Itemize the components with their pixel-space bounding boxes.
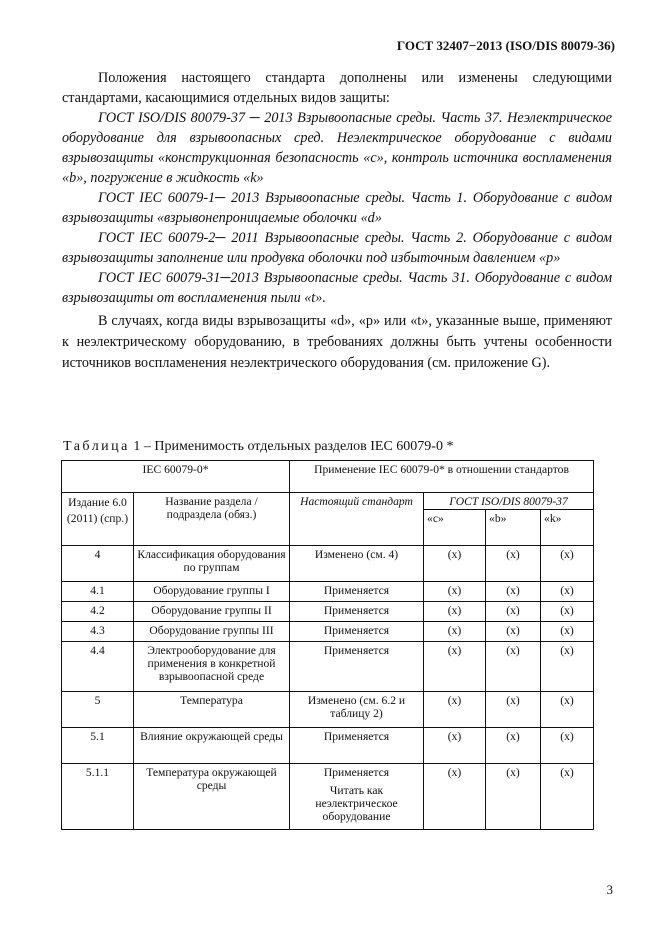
document-header: ГОСТ 32407−2013 (ISO/DIS 80079-36) [396,38,615,53]
page-number: 3 [606,882,613,897]
table-caption [63,439,453,455]
cell-application: Применяется [290,582,424,602]
cell-k: (x) [541,764,594,830]
cell-k: (x) [541,602,594,622]
cell-section-name: Оборудование группы III [134,622,290,642]
cell-k: (x) [541,622,594,642]
cell-application-note: Читать как неэлектрическое оборудование [315,784,398,823]
header-col-b: «b» [486,510,541,546]
cell-application: Изменено (см. 6.2 и таблицу 2) [290,692,424,728]
cell-b: (x) [486,546,541,582]
body-text [62,68,612,374]
cell-section-name: Оборудование группы II [134,602,290,622]
cell-k: (x) [541,546,594,582]
cell-b: (x) [486,692,541,728]
ref-iec-60079-1: ГОСТ IEC 60079-1─ 2013 Взрывоопасные среды. Часть 1. Оборудование с видом взрывозащиты «взрывонепроницаемые оболочки «d» [62,190,612,226]
ref-iec-60079-2: ГОСТ IEC 60079-2─ 2011 Взрывоопасные среды. Часть 2. Оборудование с видом взрывозащиты заполнение или продувка оболочки под избыточным давлением «р» [62,230,612,266]
cell-application [290,764,424,830]
cell-c: (x) [424,692,486,728]
table-row [62,642,594,692]
cell-application-main: Применяется [323,766,390,779]
cell-k: (x) [541,692,594,728]
table-row [62,728,594,764]
cell-k: (x) [541,728,594,764]
cell-c: (x) [424,764,486,830]
cell-section-number: 5.1 [62,728,134,764]
cell-application: Применяется [290,602,424,622]
cell-k: (x) [541,582,594,602]
cell-k: (x) [541,642,594,692]
cell-section-number: 4.1 [62,582,134,602]
cell-b: (x) [486,622,541,642]
cell-c: (x) [424,728,486,764]
header-application: Применение IEC 60079-0* в отношении стандартов [290,461,594,493]
cell-section-number: 4.3 [62,622,134,642]
cell-c: (x) [424,602,486,622]
cell-c: (x) [424,642,486,692]
table-header-row-1 [62,461,594,493]
note-paragraph: В случаях, когда виды взрывозащиты «d», «р» или «t», указанные выше, применяют к неэлектрическому оборудованию, в требованиях должны быть учтены особенности источников воспламенения неэлектрического оборудования (см. приложение G). [62,313,612,371]
table-caption-text: 1 – Применимость отдельных разделов IEC 60079-0 * [129,439,454,454]
cell-section-name: Классификация оборудования по группам [134,546,290,582]
intro-paragraph: Положения настоящего стандарта дополнены или изменены следующими стандартами, касающимися отдельных видов защиты: [62,70,612,106]
ref-iec-60079-31: ГОСТ IEC 60079-31─2013 Взрывоопасные среды. Часть 31. Оборудование с видом взрывозащиты от воспламенения пыли «t». [62,270,612,306]
table-row [62,622,594,642]
ref-iso-80079-37: ГОСТ ISO/DIS 80079-37 ─ 2013 Взрывоопасные среды. Часть 37. Неэлектрическое оборудование для взрывоопасных сред. Неэлектрическое оборудование с видами взрывозащиты «конструкционная безопасность «с», контроль источника воспламенения «b», погружение в жидкость «k» [62,110,612,186]
cell-b: (x) [486,764,541,830]
header-gost-80079-37: ГОСТ ISO/DIS 80079-37 [424,493,594,510]
cell-application: Применяется [290,642,424,692]
cell-b: (x) [486,728,541,764]
table-header-row-2 [62,493,594,510]
cell-c: (x) [424,546,486,582]
table-row [62,582,594,602]
header-col-c: «c» [424,510,486,546]
cell-section-number: 4 [62,546,134,582]
cell-b: (x) [486,642,541,692]
cell-application: Применяется [290,728,424,764]
cell-c: (x) [424,582,486,602]
header-section-title: Название раздела / подраздела (обяз.) [134,493,290,546]
cell-section-number: 4.4 [62,642,134,692]
cell-section-number: 5.1.1 [62,764,134,830]
cell-application: Применяется [290,622,424,642]
cell-section-name: Электрооборудование для применения в конкретной взрывоопасной среде [134,642,290,692]
applicability-table [61,460,594,830]
table-caption-word: Таблица [63,439,130,454]
cell-b: (x) [486,602,541,622]
header-iec: IEC 60079-0* [62,461,290,493]
header-col-k: «k» [541,510,594,546]
cell-c: (x) [424,622,486,642]
cell-section-name: Температура окружающей среды [134,764,290,830]
cell-section-name: Влияние окружающей среды [134,728,290,764]
cell-section-number: 4.2 [62,602,134,622]
cell-section-name: Оборудование группы I [134,582,290,602]
cell-b: (x) [486,582,541,602]
cell-section-name: Температура [134,692,290,728]
cell-section-number: 5 [62,692,134,728]
header-current-standard: Настоящий стандарт [290,493,424,546]
header-edition: Издание 6.0 (2011) (спр.) [62,493,134,546]
table-row [62,692,594,728]
table-row [62,764,594,830]
table-row [62,546,594,582]
cell-application: Изменено (см. 4) [290,546,424,582]
table-row [62,602,594,622]
